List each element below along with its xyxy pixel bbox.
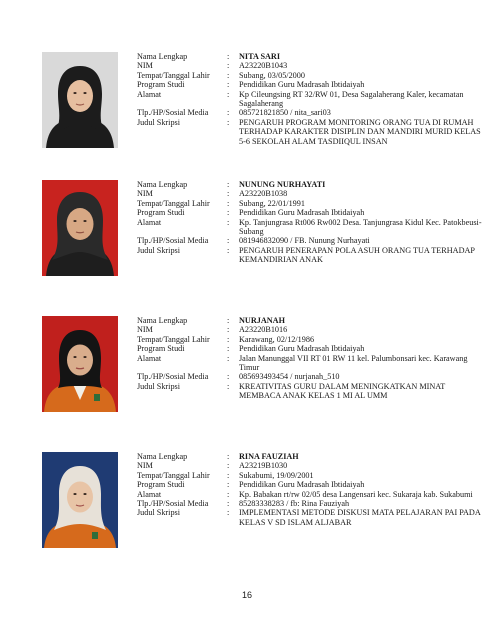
label-prodi: Program Studi [137,344,185,354]
student-address: Kp. Babakan rt/rw 02/05 desa Langensari kec. Sukaraja kab. Sukabumi [239,489,473,499]
student-program: Pendidikan Guru Madrasah Ibtidaiyah [239,344,365,354]
colon: : [227,334,230,344]
label-nim: NIM [137,461,153,471]
label-nim: NIM [137,61,153,71]
student-name: NITA SARI [239,52,281,61]
colon: : [227,325,230,335]
student-fields [137,316,482,401]
colon: : [227,353,230,363]
student-name: NURJANAH [239,316,285,325]
colon: : [227,117,230,127]
colon: : [227,198,230,208]
student-fields [137,452,482,527]
student-entry [42,316,482,444]
portrait-image [42,52,118,148]
student-program: Pendidikan Guru Madrasah Ibtidaiyah [239,80,365,90]
colon: : [227,461,230,471]
colon: : [227,499,230,509]
student-thesis: IMPLEMENTASI METODE DISKUSI MATA PELAJARAN PAI PADA KELAS V SD ISLAM ALJABAR [239,508,481,527]
label-prodi: Program Studi [137,208,185,218]
student-nim: A23219B1030 [239,461,288,471]
portrait-image [42,180,118,276]
student-nim: A23220B1038 [239,189,288,199]
colon: : [227,381,230,391]
colon: : [227,452,230,461]
student-photo [42,316,118,412]
colon: : [227,236,230,246]
colon: : [227,70,230,80]
student-thesis: PENGARUH PROGRAM MONITORING ORANG TUA DI RUMAH TERHADAP KARAKTER DISIPLIN DAN MANDIRI MURID KELAS 5-6 SEKOLAH ALAM TASDIIQUL INSAN [239,117,481,146]
label-alamat: Alamat [137,489,162,499]
label-alamat: Alamat [137,89,162,99]
student-program: Pendidikan Guru Madrasah Ibtidaiyah [239,480,365,490]
student-fields [137,180,482,265]
colon: : [227,470,230,480]
colon: : [227,208,230,218]
label-ttl: Tempat/Tanggal Lahir [137,198,210,208]
label-nim: NIM [137,325,153,335]
label-kontak: Tlp./HP/Sosial Media [137,236,209,246]
portrait-image [42,452,118,548]
student-nim: A23220B1043 [239,61,288,71]
student-birth: Subang, 03/05/2000 [239,70,305,80]
colon: : [227,489,230,499]
colon: : [227,52,230,61]
student-photo [42,452,118,548]
colon: : [227,189,230,199]
label-judul: Judul Skripsi [137,508,180,518]
student-birth: Subang, 22/01/1991 [239,198,305,208]
student-contact: 085721821850 / nita_sari03 [239,108,331,118]
label-prodi: Program Studi [137,80,185,90]
label-nim: NIM [137,189,153,199]
colon: : [227,344,230,354]
student-photo [42,180,118,276]
page-number: 16 [241,590,252,600]
label-ttl: Tempat/Tanggal Lahir [137,70,210,80]
label-kontak: Tlp./HP/Sosial Media [137,372,209,382]
student-entry [42,52,482,180]
student-contact: 081946832090 / FB. Nunung Nurhayati [239,236,370,246]
label-nama: Nama Lengkap [137,52,188,61]
label-kontak: Tlp./HP/Sosial Media [137,108,209,118]
colon: : [227,80,230,90]
label-alamat: Alamat [137,353,162,363]
label-ttl: Tempat/Tanggal Lahir [137,334,210,344]
student-entry [42,452,482,580]
label-alamat: Alamat [137,217,162,227]
student-birth: Sukabumi, 19/09/2001 [239,470,314,480]
label-nama: Nama Lengkap [137,316,188,325]
portrait-image [42,316,118,412]
colon: : [227,180,230,189]
student-entry [42,180,482,308]
student-name: NUNUNG NURHAYATI [239,180,326,189]
colon: : [227,245,230,255]
student-nim: A23220B1016 [239,325,288,335]
colon: : [227,372,230,382]
student-name: RINA FAUZIAH [239,452,299,461]
student-address: Kp Cileungsing RT 32/RW 01, Desa Sagalaherang Kaler, kecamatan Sagalaherang [239,89,464,109]
colon: : [227,89,230,99]
colon: : [227,108,230,118]
colon: : [227,316,230,325]
label-kontak: Tlp./HP/Sosial Media [137,499,209,509]
colon: : [227,508,230,518]
label-ttl: Tempat/Tanggal Lahir [137,470,210,480]
student-fields [137,52,482,146]
student-contact: 85283338283 / fb: Rina Fauziyah [239,499,350,509]
student-program: Pendidikan Guru Madrasah Ibtidaiyah [239,208,365,218]
student-photo [42,52,118,148]
label-judul: Judul Skripsi [137,381,180,391]
student-thesis: KREATIVITAS GURU DALAM MENINGKATKAN MINAT MEMBACA ANAK KELAS 1 MI AL UMM [239,381,446,401]
student-address: Kp. Tanjungrasa Rt006 Rw002 Desa. Tanjungrasa Kidul Kec. Patokbeusi-Subang [239,217,482,237]
student-birth: Karawang, 02/12/1986 [239,334,315,344]
label-nama: Nama Lengkap [137,180,188,189]
colon: : [227,480,230,490]
student-thesis: PENGARUH PENERAPAN POLA ASUH ORANG TUA TERHADAP KEMANDIRIAN ANAK [239,245,475,265]
label-prodi: Program Studi [137,480,185,490]
label-judul: Judul Skripsi [137,245,180,255]
label-nama: Nama Lengkap [137,452,188,461]
label-judul: Judul Skripsi [137,117,180,127]
student-address: Jalan Manunggal VII RT 01 RW 11 kel. Palumbonsari kec. Karawang Timur [239,353,468,373]
colon: : [227,217,230,227]
student-contact: 085693493454 / nurjanah_510 [239,372,340,382]
colon: : [227,61,230,71]
